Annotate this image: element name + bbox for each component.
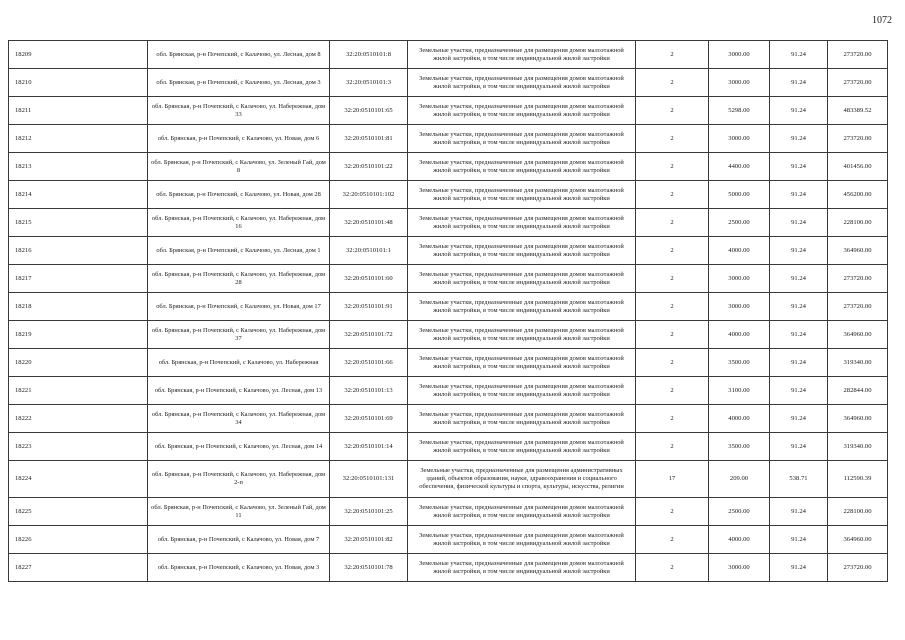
row-number: 18216 xyxy=(9,237,148,265)
use-group-cell: 2 xyxy=(636,209,709,237)
land-use-cell: Земельные участки, предназначенные для размещения домов малоэтажной жилой застройки, в том числе индивидуальной жилой застройки xyxy=(408,321,636,349)
area-cell: 4000.00 xyxy=(709,526,770,554)
table-row xyxy=(9,237,888,265)
use-group-cell: 2 xyxy=(636,265,709,293)
area-cell: 3000.00 xyxy=(709,265,770,293)
land-use-cell: Земельные участки, предназначенные для размещения домов малоэтажной жилой застройки, в том числе индивидуальной жилой застройки xyxy=(408,349,636,377)
area-cell: 3000.00 xyxy=(709,125,770,153)
cadastral-value-cell: 273720.00 xyxy=(828,69,888,97)
specific-value-cell: 91.24 xyxy=(770,526,828,554)
table-row xyxy=(9,377,888,405)
specific-value-cell: 91.24 xyxy=(770,349,828,377)
cadastral-value-cell: 483389.52 xyxy=(828,97,888,125)
specific-value-cell: 91.24 xyxy=(770,209,828,237)
cadastral-value-cell: 273720.00 xyxy=(828,41,888,69)
cadastral-value-cell: 364960.00 xyxy=(828,237,888,265)
area-cell: 4000.00 xyxy=(709,321,770,349)
land-use-cell: Земельные участки, предназначенные для размещения домов малоэтажной жилой застройки, в том числе индивидуальной жилой застройки xyxy=(408,97,636,125)
specific-value-cell: 91.24 xyxy=(770,41,828,69)
use-group-cell: 2 xyxy=(636,321,709,349)
row-number: 18225 xyxy=(9,498,148,526)
use-group-cell: 2 xyxy=(636,153,709,181)
specific-value-cell: 91.24 xyxy=(770,433,828,461)
table-row xyxy=(9,69,888,97)
cadastral-number-cell: 32:20:0510101:81 xyxy=(330,125,408,153)
area-cell: 3500.00 xyxy=(709,433,770,461)
table-row xyxy=(9,321,888,349)
cadastral-value-cell: 228100.00 xyxy=(828,498,888,526)
table-row xyxy=(9,293,888,321)
row-number: 18223 xyxy=(9,433,148,461)
table-row xyxy=(9,181,888,209)
land-use-cell: Земельные участки, предназначенные для размещения домов малоэтажной жилой застройки, в том числе индивидуальной жилой застройки xyxy=(408,237,636,265)
row-number: 18224 xyxy=(9,461,148,498)
row-number: 18217 xyxy=(9,265,148,293)
table-row xyxy=(9,498,888,526)
area-cell: 2500.00 xyxy=(709,209,770,237)
cadastral-number-cell: 32:20:0510101:1 xyxy=(330,237,408,265)
cadastral-number-cell: 32:20:0510101:22 xyxy=(330,153,408,181)
address-cell: обл. Брянская, р-н Почепский, с Калачово, ул. Новая, дом 17 xyxy=(148,293,330,321)
land-use-cell: Земельные участки, предназначенные для размещения домов малоэтажной жилой застройки, в том числе индивидуальной жилой застройки xyxy=(408,125,636,153)
specific-value-cell: 538.71 xyxy=(770,461,828,498)
area-cell: 3000.00 xyxy=(709,69,770,97)
table-row xyxy=(9,461,888,498)
land-use-cell: Земельные участки, предназначенные для размещения домов малоэтажной жилой застройки, в том числе индивидуальной жилой застройки xyxy=(408,377,636,405)
address-cell: обл. Брянская, р-н Почепский, с Калачово, ул. Новая, дом 3 xyxy=(148,554,330,582)
row-number: 18220 xyxy=(9,349,148,377)
area-cell: 4000.00 xyxy=(709,237,770,265)
cadastral-value-cell: 273720.00 xyxy=(828,125,888,153)
area-cell: 3000.00 xyxy=(709,554,770,582)
row-number: 18215 xyxy=(9,209,148,237)
address-cell: обл. Брянская, р-н Почепский, с Калачово, ул. Набережная, дом 33 xyxy=(148,97,330,125)
row-number: 18222 xyxy=(9,405,148,433)
use-group-cell: 2 xyxy=(636,181,709,209)
area-cell: 4400.00 xyxy=(709,153,770,181)
area-cell: 4000.00 xyxy=(709,405,770,433)
cadastral-value-cell: 273720.00 xyxy=(828,293,888,321)
cadastral-number-cell: 32:20:0510101:8 xyxy=(330,41,408,69)
land-use-cell: Земельные участки, предназначенные для размещения домов малоэтажной жилой застройки, в том числе индивидуальной жилой застройки xyxy=(408,498,636,526)
use-group-cell: 2 xyxy=(636,69,709,97)
use-group-cell: 2 xyxy=(636,526,709,554)
specific-value-cell: 91.24 xyxy=(770,125,828,153)
use-group-cell: 2 xyxy=(636,405,709,433)
specific-value-cell: 91.24 xyxy=(770,377,828,405)
address-cell: обл. Брянская, р-н Почепский, с Калачово, ул. Новая, дом 7 xyxy=(148,526,330,554)
address-cell: обл. Брянская, р-н Почепский, с Калачово, ул. Зеленый Гай, дом 8 xyxy=(148,153,330,181)
cadastral-number-cell: 32:20:0510101:65 xyxy=(330,97,408,125)
cadastral-value-cell: 364960.00 xyxy=(828,321,888,349)
cadastral-value-cell: 401456.00 xyxy=(828,153,888,181)
area-cell: 3000.00 xyxy=(709,41,770,69)
area-cell: 3500.00 xyxy=(709,349,770,377)
address-cell: обл. Брянская, р-н Почепский, с Калачово, ул. Новая, дом 6 xyxy=(148,125,330,153)
area-cell: 3100.00 xyxy=(709,377,770,405)
cadastral-number-cell: 32:20:0510101:60 xyxy=(330,265,408,293)
land-use-cell: Земельные участки, предназначенные для размещения домов малоэтажной жилой застройки, в том числе индивидуальной жилой застройки xyxy=(408,265,636,293)
area-cell: 3000.00 xyxy=(709,293,770,321)
cadastral-number-cell: 32:20:0510101:14 xyxy=(330,433,408,461)
cadastral-number-cell: 32:20:0510101:72 xyxy=(330,321,408,349)
cadastral-number-cell: 32:20:0510101:131 xyxy=(330,461,408,498)
land-use-cell: Земельные участки, предназначенные для размещения домов малоэтажной жилой застройки, в том числе индивидуальной жилой застройки xyxy=(408,554,636,582)
cadastral-value-cell: 319340.00 xyxy=(828,349,888,377)
use-group-cell: 2 xyxy=(636,498,709,526)
row-number: 18210 xyxy=(9,69,148,97)
land-use-cell: Земельные участки, предназначенные для размещения административных зданий, объектов образования, науки, здравоохранения и социального обеспечения, физической культуры и спорта, культуры, искусства, религии xyxy=(408,461,636,498)
use-group-cell: 2 xyxy=(636,377,709,405)
area-cell: 209.00 xyxy=(709,461,770,498)
use-group-cell: 2 xyxy=(636,349,709,377)
cadastral-value-cell: 282844.00 xyxy=(828,377,888,405)
land-use-cell: Земельные участки, предназначенные для размещения домов малоэтажной жилой застройки, в том числе индивидуальной жилой застройки xyxy=(408,405,636,433)
use-group-cell: 2 xyxy=(636,97,709,125)
table-row xyxy=(9,209,888,237)
row-number: 18226 xyxy=(9,526,148,554)
use-group-cell: 2 xyxy=(636,293,709,321)
table-row xyxy=(9,554,888,582)
land-use-cell: Земельные участки, предназначенные для размещения домов малоэтажной жилой застройки, в том числе индивидуальной жилой застройки xyxy=(408,293,636,321)
cadastral-value-cell: 273720.00 xyxy=(828,554,888,582)
specific-value-cell: 91.24 xyxy=(770,405,828,433)
address-cell: обл. Брянская, р-н Почепский, с Калачово, ул. Зеленый Гай, дом 11 xyxy=(148,498,330,526)
address-cell: обл. Брянская, р-н Почепский, с Калачово, ул. Набережная xyxy=(148,349,330,377)
row-number: 18221 xyxy=(9,377,148,405)
address-cell: обл. Брянская, р-н Почепский, с Калачово, ул. Набережная, дом 2-п xyxy=(148,461,330,498)
area-cell: 2500.00 xyxy=(709,498,770,526)
land-use-cell: Земельные участки, предназначенные для размещения домов малоэтажной жилой застройки, в том числе индивидуальной жилой застройки xyxy=(408,181,636,209)
land-use-cell: Земельные участки, предназначенные для размещения домов малоэтажной жилой застройки, в том числе индивидуальной жилой застройки xyxy=(408,69,636,97)
specific-value-cell: 91.24 xyxy=(770,69,828,97)
row-number: 18213 xyxy=(9,153,148,181)
land-use-cell: Земельные участки, предназначенные для размещения домов малоэтажной жилой застройки, в том числе индивидуальной жилой застройки xyxy=(408,526,636,554)
land-use-cell: Земельные участки, предназначенные для размещения домов малоэтажной жилой застройки, в том числе индивидуальной жилой застройки xyxy=(408,433,636,461)
row-number: 18218 xyxy=(9,293,148,321)
cadastral-number-cell: 32:20:0510101:66 xyxy=(330,349,408,377)
address-cell: обл. Брянская, р-н Почепский, с Калачово, ул. Лесная, дом 3 xyxy=(148,69,330,97)
table-row xyxy=(9,153,888,181)
address-cell: обл. Брянская, р-н Почепский, с Калачово, ул. Лесная, дом 8 xyxy=(148,41,330,69)
cadastral-value-cell: 456200.00 xyxy=(828,181,888,209)
table-row xyxy=(9,97,888,125)
table-row xyxy=(9,265,888,293)
cadastral-value-cell: 228100.00 xyxy=(828,209,888,237)
use-group-cell: 2 xyxy=(636,554,709,582)
row-number: 18214 xyxy=(9,181,148,209)
land-use-cell: Земельные участки, предназначенные для размещения домов малоэтажной жилой застройки, в том числе индивидуальной жилой застройки xyxy=(408,153,636,181)
cadastral-value-cell: 112590.39 xyxy=(828,461,888,498)
cadastral-number-cell: 32:20:0510101:13 xyxy=(330,377,408,405)
table-row xyxy=(9,41,888,69)
row-number: 18212 xyxy=(9,125,148,153)
table-body xyxy=(9,41,888,582)
use-group-cell: 17 xyxy=(636,461,709,498)
cadastral-value-table xyxy=(8,40,888,582)
row-number: 18219 xyxy=(9,321,148,349)
cadastral-value-cell: 364960.00 xyxy=(828,405,888,433)
use-group-cell: 2 xyxy=(636,41,709,69)
cadastral-number-cell: 32:20:0510101:91 xyxy=(330,293,408,321)
use-group-cell: 2 xyxy=(636,433,709,461)
cadastral-number-cell: 32:20:0510101:102 xyxy=(330,181,408,209)
address-cell: обл. Брянская, р-н Почепский, с Калачово, ул. Лесная, дом 14 xyxy=(148,433,330,461)
use-group-cell: 2 xyxy=(636,125,709,153)
specific-value-cell: 91.24 xyxy=(770,97,828,125)
row-number: 18227 xyxy=(9,554,148,582)
specific-value-cell: 91.24 xyxy=(770,321,828,349)
row-number: 18211 xyxy=(9,97,148,125)
specific-value-cell: 91.24 xyxy=(770,554,828,582)
cadastral-value-cell: 364960.00 xyxy=(828,526,888,554)
land-use-cell: Земельные участки, предназначенные для размещения домов малоэтажной жилой застройки, в том числе индивидуальной жилой застройки xyxy=(408,41,636,69)
address-cell: обл. Брянская, р-н Почепский, с Калачово, ул. Набережная, дом 28 xyxy=(148,265,330,293)
address-cell: обл. Брянская, р-н Почепский, с Калачово, ул. Набережная, дом 37 xyxy=(148,321,330,349)
cadastral-number-cell: 32:20:0510101:82 xyxy=(330,526,408,554)
table-row xyxy=(9,405,888,433)
table-row xyxy=(9,125,888,153)
specific-value-cell: 91.24 xyxy=(770,498,828,526)
specific-value-cell: 91.24 xyxy=(770,265,828,293)
specific-value-cell: 91.24 xyxy=(770,237,828,265)
cadastral-value-cell: 319340.00 xyxy=(828,433,888,461)
specific-value-cell: 91.24 xyxy=(770,181,828,209)
table-row xyxy=(9,349,888,377)
address-cell: обл. Брянская, р-н Почепский, с Калачово, ул. Набережная, дом 34 xyxy=(148,405,330,433)
cadastral-number-cell: 32:20:0510101:25 xyxy=(330,498,408,526)
use-group-cell: 2 xyxy=(636,237,709,265)
page-number: 1072 xyxy=(872,15,892,26)
land-use-cell: Земельные участки, предназначенные для размещения домов малоэтажной жилой застройки, в том числе индивидуальной жилой застройки xyxy=(408,209,636,237)
cadastral-value-cell: 273720.00 xyxy=(828,265,888,293)
cadastral-number-cell: 32:20:0510101:69 xyxy=(330,405,408,433)
row-number: 18209 xyxy=(9,41,148,69)
address-cell: обл. Брянская, р-н Почепский, с Калачово, ул. Лесная, дом 1 xyxy=(148,237,330,265)
specific-value-cell: 91.24 xyxy=(770,293,828,321)
address-cell: обл. Брянская, р-н Почепский, с Калачово, ул. Лесная, дом 13 xyxy=(148,377,330,405)
area-cell: 5000.00 xyxy=(709,181,770,209)
specific-value-cell: 91.24 xyxy=(770,153,828,181)
address-cell: обл. Брянская, р-н Почепский, с Калачово, ул. Набережная, дом 16 xyxy=(148,209,330,237)
cadastral-number-cell: 32:20:0510101:3 xyxy=(330,69,408,97)
table-row xyxy=(9,433,888,461)
address-cell: обл. Брянская, р-н Почепский, с Калачово, ул. Новая, дом 28 xyxy=(148,181,330,209)
cadastral-number-cell: 32:20:0510101:48 xyxy=(330,209,408,237)
table-row xyxy=(9,526,888,554)
area-cell: 5298.00 xyxy=(709,97,770,125)
cadastral-number-cell: 32:20:0510101:78 xyxy=(330,554,408,582)
